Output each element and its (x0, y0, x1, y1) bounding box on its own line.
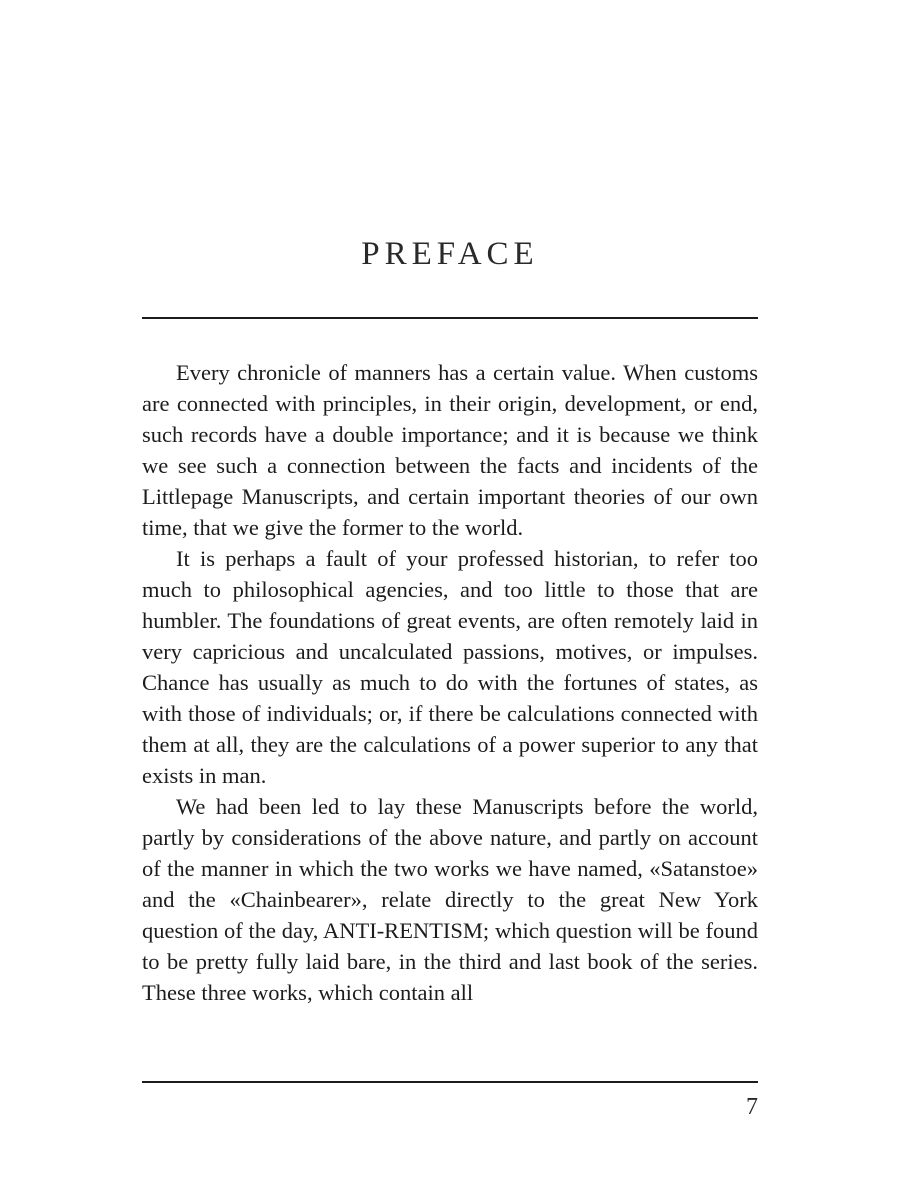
page-number: 7 (746, 1094, 758, 1120)
top-divider (142, 317, 758, 319)
paragraph-3: We had been led to lay these Manuscripts before the world, partly by considerations of the above nature, and partly on account of the manner in which the two works we have named, «Satanstoe» and the «Chainbearer», relate directly to the great New York question of the day, ANTI-RENTISM; which question will be found to be pretty fully laid bare, in the third and last book of the series. These three works, which contain all (142, 794, 758, 1005)
body-text (142, 357, 758, 1008)
bottom-divider (142, 1081, 758, 1083)
paragraph-2: It is perhaps a fault of your professed historian, to refer too much to philosophical agencies, and too little to those that are humbler. The foundations of great events, are often remotely laid in very capricious and uncalculated passions, motives, or impulses. Chance has usually as much to do with the fortunes of states, as with those of individuals; or, if there be calculations connected with them at all, they are the calculations of a power superior to any that exists in man. (142, 546, 758, 788)
page-title: PREFACE (361, 236, 539, 272)
paragraph-1: Every chronicle of manners has a certain value. When customs are connected with principles, in their origin, development, or end, such records have a double importance; and it is because we think we see such a connection between the facts and incidents of the Littlepage Manuscripts, and certain important theories of our own time, that we give the former to the world. (142, 360, 758, 540)
